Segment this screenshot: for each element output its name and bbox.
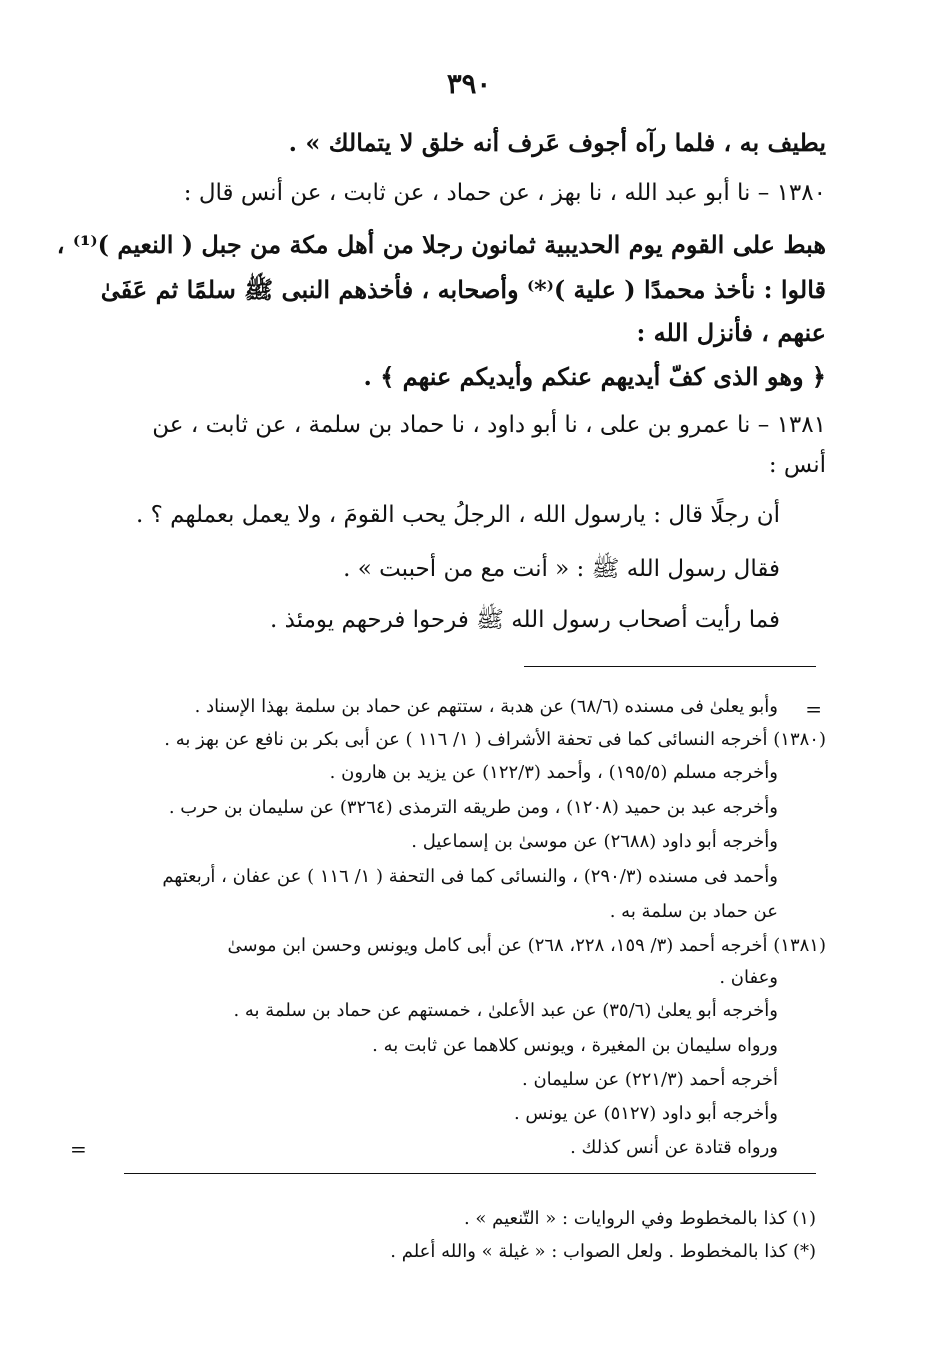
takhrij-line: أخرجه أحمد (٢٢١/٣) عن سليمان . xyxy=(522,1069,778,1090)
takhrij-line: عن حماد بن سلمة به . xyxy=(609,901,778,922)
hadith-1381-isnad-end: أنس : xyxy=(768,452,826,478)
takhrij-line: وعفان . xyxy=(719,967,778,988)
footnote-1: (١) كذا بالمخطوط وفي الروايات : « التّنعيم » . xyxy=(463,1208,816,1229)
hadith-1381-text-line1: أن رجلًا قال : يارسول الله ، الرجلُ يحب القومَ ، ولا يعمل بعملهم ؟ . xyxy=(135,502,780,528)
takhrij-line: ورواه سليمان بن المغيرة ، ويونس كلاهما عن ثابت به . xyxy=(372,1035,778,1056)
continuation-mark-start: = xyxy=(805,697,822,721)
hadith-1380-isnad: ١٣٨٠ – نا أبو عبد الله ، نا بهز ، عن حماد ، عن ثابت ، عن أنس قال : xyxy=(183,180,826,206)
footnote-separator-bottom xyxy=(124,1173,816,1174)
footnote-star: (*) كذا بالمخطوط . ولعل الصواب : « غيلة » والله أعلم . xyxy=(390,1241,816,1262)
quran-verse: ﴿ وهو الذى كفّ أيديهم عنكم وأيديكم عنهم ﴾ . xyxy=(363,362,826,391)
hadith-1381-text-line3: فما رأيت أصحاب رسول الله ﷺ فرحوا فرحهم يومئذ . xyxy=(269,607,780,633)
hadith-1381-text-line2: فقال رسول الله ﷺ : « أنت مع من أحببت » . xyxy=(343,556,780,582)
hadith-1380-text-line3: عنهم ، فأنزل الله : xyxy=(636,318,826,347)
takhrij-line: وأخرجه أبو داود (٥١٢٧) عن يونس . xyxy=(513,1103,778,1124)
hadith-1380-text-line2: قالوا : نأخذ محمدًا ( علية )⁽*⁾ وأصحابه ، فأخذهم النبى ﷺ سلمًا ثم عَفَىٰ xyxy=(100,275,826,304)
takhrij-line: (١٣٨٠) أخرجه النسائى كما فى تحفة الأشراف ( ١/ ١١٦ ) عن أبى بكر بن نافع عن بهز به . xyxy=(164,729,826,750)
takhrij-line: وأخرجه أبو يعلىٰ (٣٥/٦) عن عبد الأعلىٰ ، خمستهم عن حماد بن سلمة به . xyxy=(233,1000,778,1021)
takhrij-line: ورواه قتادة عن أنس كذلك . xyxy=(570,1137,778,1158)
takhrij-line: وأخرجه عبد بن حميد (١٢٠٨) ، ومن طريقه الترمذى (٣٢٦٤) عن سليمان بن حرب . xyxy=(168,797,778,818)
takhrij-line: وأخرجه أبو داود (٢٦٨٨) عن موسىٰ بن إسماعيل . xyxy=(411,831,778,852)
hadith-1381-isnad: ١٣٨١ – نا عمرو بن على ، نا أبو داود ، نا حماد بن سلمة ، عن ثابت ، عن xyxy=(152,412,826,438)
text-line-continuation: يطيف به ، فلما رآه أجوف عَرف أنه خلق لا يتمالك » . xyxy=(288,128,826,157)
page-number: ٣٩٠ xyxy=(446,68,492,100)
takhrij-line: وأحمد فى مسنده (٢٩٠/٣) ، والنسائى كما فى التحفة ( ١/ ١١٦ ) عن عفان ، أربعتهم xyxy=(162,866,778,887)
takhrij-line: وأخرجه مسلم (١٩٥/٥) ، وأحمد (١٢٢/٣) عن يزيد بن هارون . xyxy=(329,762,778,783)
takhrij-line: (١٣٨١) أخرجه أحمد (٣/ ١٥٩، ٢٢٨، ٢٦٨) عن أبى كامل ويونس وحسن ابن موسىٰ xyxy=(227,935,826,956)
continuation-mark-end: = xyxy=(70,1137,87,1161)
hadith-1380-text-line1: هبط على القوم يوم الحديبية ثمانون رجلا من أهل مكة من جبل ( النعيم )⁽¹⁾ ، xyxy=(56,230,826,259)
footnote-separator-top xyxy=(524,666,816,667)
takhrij-line: وأبو يعلىٰ فى مسنده (٦٨/٦) عن هدبة ، ستتهم عن حماد بن سلمة بهذا الإسناد . xyxy=(194,696,778,717)
